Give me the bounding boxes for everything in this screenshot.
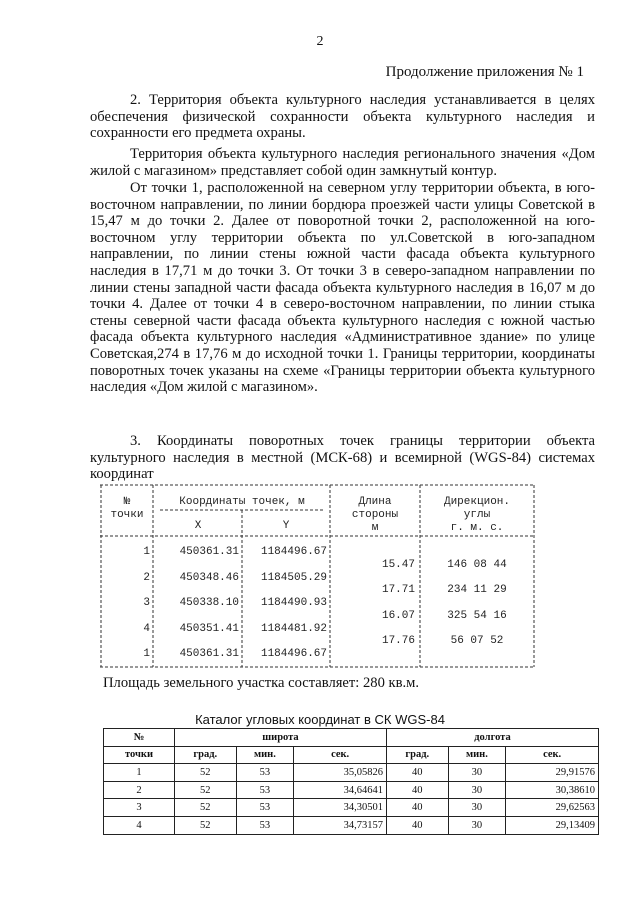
cell-lon-sec: 30,38610 [506, 781, 599, 799]
point-number: 4 [143, 623, 150, 635]
cell-lat-sec: 34,73157 [294, 816, 387, 834]
point-number: 1 [143, 648, 150, 660]
cell-lat-deg: 52 [175, 799, 237, 817]
header-num-1: № [123, 496, 131, 508]
table-header-row [104, 729, 599, 747]
cell-lon-sec: 29,91576 [506, 764, 599, 782]
header-y: Y [282, 520, 290, 532]
header-cell-lat-deg: град. [175, 746, 237, 764]
cell-lon-deg: 40 [386, 799, 448, 817]
table-row [104, 816, 599, 834]
header-angle-3: г. м. с. [450, 522, 504, 534]
cell-lat-min: 53 [236, 799, 294, 817]
section3-paragraph: 3. Координаты поворотных точек границы территории объекта культурного наследия в местной (МСК-68) и всемирной (WGS-84) системах координат [90, 433, 595, 483]
header-cell-point: точки [104, 746, 175, 764]
cell-lon-sec: 29,62563 [506, 799, 599, 817]
cell-lat-min: 53 [236, 816, 294, 834]
cell-lat-min: 53 [236, 781, 294, 799]
header-cell-latitude: широта [175, 729, 387, 747]
cell-lon-min: 30 [448, 799, 506, 817]
header-cell-num: № [104, 729, 175, 747]
cell-lon-min: 30 [448, 816, 506, 834]
side-angle: 325 54 16 [447, 610, 507, 622]
table-row [104, 799, 599, 817]
table-header-row [104, 746, 599, 764]
continuation-heading: Продолжение приложения № 1 [385, 64, 584, 80]
cell-lat-deg: 52 [175, 781, 237, 799]
header-x: X [194, 520, 202, 532]
cell-point: 3 [104, 799, 175, 817]
cell-point: 2 [104, 781, 175, 799]
header-cell-lon-min: мин. [448, 746, 506, 764]
cell-lat-min: 53 [236, 764, 294, 782]
side-length: 17.71 [381, 584, 415, 596]
cell-point: 1 [104, 764, 175, 782]
header-cell-lat-min: мин. [236, 746, 294, 764]
point-number: 1 [143, 546, 150, 558]
header-cell-longitude: долгота [386, 729, 598, 747]
side-length: 17.76 [381, 635, 415, 647]
header-length-3: м [371, 522, 379, 534]
cell-lon-deg: 40 [386, 764, 448, 782]
cell-lon-min: 30 [448, 781, 506, 799]
cell-lat-deg: 52 [175, 816, 237, 834]
side-angle: 56 07 52 [450, 635, 504, 647]
cell-lon-deg: 40 [386, 816, 448, 834]
side-angle: 146 08 44 [447, 559, 507, 571]
cell-lon-sec: 29,13409 [506, 816, 599, 834]
point-number: 3 [143, 597, 150, 609]
table-row [104, 764, 599, 782]
page-number: 2 [316, 34, 324, 49]
msk-coordinates-table [100, 480, 538, 672]
header-cell-lon-deg: град. [386, 746, 448, 764]
wgs-table-caption: Каталог угловых координат в СК WGS-84 [195, 712, 445, 727]
point-y: 1184496.67 [260, 546, 327, 558]
header-length-1: Длина [358, 496, 392, 508]
point-y: 1184481.92 [260, 623, 327, 635]
point-number: 2 [143, 572, 150, 584]
point-x: 450351.41 [179, 623, 239, 635]
side-angle: 234 11 29 [447, 584, 507, 596]
point-x: 450361.31 [179, 648, 239, 660]
cell-lat-sec: 34,64641 [294, 781, 387, 799]
cell-lon-min: 30 [448, 764, 506, 782]
header-coords: Координаты точек, м [179, 496, 305, 508]
section2-paragraph-2: Территория объекта культурного наследия регионального значения «Дом жилой с магазином» представляет собой один замкнутый контур. [90, 146, 595, 179]
side-length: 16.07 [381, 610, 415, 622]
table-row [104, 781, 599, 799]
side-length: 15.47 [381, 559, 415, 571]
header-cell-lon-sec: сек. [506, 746, 599, 764]
header-angle-2: углы [463, 509, 491, 521]
point-x: 450361.31 [179, 546, 239, 558]
cell-lat-sec: 34,30501 [294, 799, 387, 817]
section2-paragraph-1: 2. Территория объекта культурного наследия устанавливается в целях обеспечения физической сохранности объекта культурного наследия и сохранности его предмета охраны. [90, 92, 595, 142]
header-cell-lat-sec: сек. [294, 746, 387, 764]
cell-lon-deg: 40 [386, 781, 448, 799]
area-text: Площадь земельного участка составляет: 280 кв.м. [103, 675, 420, 691]
cell-lat-sec: 35,05826 [294, 764, 387, 782]
cell-lat-deg: 52 [175, 764, 237, 782]
point-y: 1184505.29 [260, 572, 327, 584]
wgs-coordinates-table [103, 728, 599, 835]
point-x: 450338.10 [179, 597, 239, 609]
point-y: 1184490.93 [260, 597, 327, 609]
cell-point: 4 [104, 816, 175, 834]
header-length-2: стороны [351, 509, 399, 521]
header-angle-1: Дирекцион. [443, 496, 510, 508]
section2-paragraph-3: От точки 1, расположенной на северном углу территории объекта, в юго-восточном направлении, по линии бордюра проезжей части улицы Советской в 15,47 м до точки 2. Далее от поворотной точки 2, расположенной на юго-восточном углу территории объекта по ул.Советской в юго-западном направлении, по линии стены южной части фасада объекта культурного наследия в 17,71 м до точки 3. От точки 3 в северо-западном направлении по линии стены западной части фасада объекта культурного наследия в 16,07 м до точки 4. Далее от точки 4 в северо-восточном направлении, по линии стыка стены северной части фасада объекта культурного наследия с южной частью фасада объекта культурного наследия «Административное здание» по улице Советская,274 в 17,76 м до исходной точки 1. Границы территории, координаты поворотных точек указаны на схеме «Границы территории объекта культурного наследия «Дом жилой с магазином». [90, 180, 595, 396]
point-x: 450348.46 [179, 572, 239, 584]
header-num-2: точки [110, 509, 144, 521]
point-y: 1184496.67 [260, 648, 327, 660]
